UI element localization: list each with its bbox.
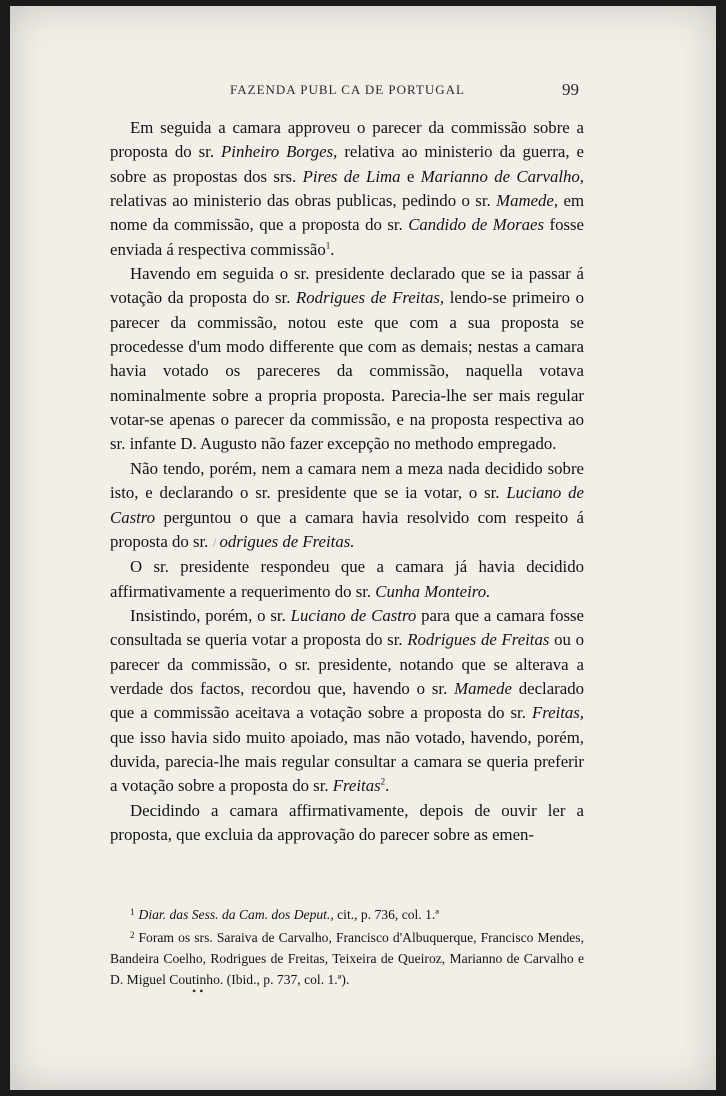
- footnotes: [110, 902, 584, 990]
- footnote-number: 2: [130, 930, 135, 940]
- text-run: Decidindo a camara affirmativamente, depois de ouvir ler a proposta, que excluia da approvação do parecer sobre as emen-: [110, 800, 584, 844]
- italic-name: Mamede: [454, 678, 512, 698]
- body-text: [110, 116, 584, 847]
- text-run: em nome da commissão, que a proposta do sr.: [110, 191, 585, 235]
- text-run: para que a camara fosse consultada se queria votar a proposta do sr.: [110, 605, 584, 650]
- italic-name: Pinheiro Borges,: [221, 142, 338, 162]
- paragraph-3: [110, 457, 584, 555]
- footnote-source: Diar. das Sess. da Cam. dos Deput.,: [138, 907, 334, 922]
- text-run: Havendo em seguida o sr. presidente declarado que se ia passar á votação da proposta do sr.: [110, 264, 584, 308]
- running-title: FAZENDA PUBL CA DE PORTUGAL: [230, 82, 465, 97]
- italic-name: Candido de Moraes: [408, 215, 545, 235]
- footnote-ref: 2: [380, 776, 386, 787]
- italic-name: odrigues de Freitas.: [219, 531, 355, 551]
- text-run: perguntou o que a camara havia resolvido com respeito á proposta do sr.: [110, 507, 584, 551]
- text-run: Em seguida a camara approveu o parecer da commissão sobre a proposta do sr.: [110, 118, 584, 162]
- italic-name: Marianno de Carvalho,: [420, 166, 584, 186]
- footnote-text: Foram os srs. Saraiva de Carvalho, Francisco d'Albuquerque, Francisco Mendes, Bandeira Coelho, Rodrigues de Freitas, Teixeira de Queiroz, Marianno de Carvalho e D. Miguel Coutinho. (Ibid., p. 737, col. 1.ª).: [110, 930, 584, 987]
- italic-name: Rodrigues de Freitas: [407, 630, 550, 650]
- footnote-ref: 1: [325, 240, 331, 251]
- paragraph-2: [110, 262, 584, 457]
- italic-name: Pires de Lima: [302, 166, 401, 186]
- text-run: fosse enviada á respectiva commissão: [110, 215, 585, 259]
- italic-name: Freitas: [332, 776, 381, 796]
- page-number: 99: [562, 80, 579, 99]
- text-run: que isso havia sido muito apoiado, mas não votado, havendo, porém, duvida, parecia-lhe mais regular consultar a camara se queria preferir a votação sobre a proposta do sr.: [110, 727, 584, 796]
- footnote-1: [110, 902, 584, 925]
- footnote-number: 1: [130, 907, 135, 917]
- italic-name: Freitas,: [531, 703, 584, 723]
- paragraph-5: [110, 604, 584, 799]
- text-run: Insistindo, porém, o sr.: [130, 605, 291, 625]
- italic-name: Luciano de Castro: [290, 605, 417, 625]
- italic-name: Cunha Monteiro.: [375, 581, 491, 601]
- page-header: [10, 82, 716, 102]
- text-run: relativa ao ministerio da guerra, e sobre as propostas dos srs.: [110, 142, 584, 186]
- damaged-glyph: /: [212, 534, 220, 550]
- paragraph-4: [110, 555, 584, 604]
- text-run: ou o parecer da commissão, o sr. presidente, notando que se alterava a verdade dos factos, recordou que, havendo o sr.: [110, 630, 584, 698]
- paragraph-1: [110, 116, 584, 262]
- italic-name: Luciano de Castro: [110, 483, 584, 527]
- text-run: .: [385, 776, 390, 796]
- paragraph-6: [110, 799, 584, 848]
- printer-mark: • •: [192, 984, 204, 998]
- text-run: relativas ao ministerio das obras publicas, pedindo o sr.: [110, 191, 497, 211]
- text-run: O sr. presidente respondeu que a camara já havia decidido affirmativamente a requerimento do sr.: [110, 557, 584, 601]
- italic-name: Mamede,: [496, 191, 559, 211]
- italic-name: Rodrigues de Freitas,: [296, 288, 445, 308]
- text-run: .: [330, 239, 335, 259]
- footnote-2: [110, 925, 584, 990]
- text-run: Não tendo, porém, nem a camara nem a meza nada decidido sobre isto, e declarando o sr. presidente que se ia votar, o sr.: [110, 458, 584, 503]
- footnote-text: cit., p. 736, col. 1.ª: [333, 907, 440, 922]
- document-page: [10, 6, 716, 1090]
- text-run: declarado que a commissão aceitava a votação sobre a proposta do sr.: [110, 678, 584, 723]
- text-run: lendo-se primeiro o parecer da commissão, notou este que com a sua proposta se procedesse d'um modo differente que com as demais; nestas a camara havia votado os pareceres da commissão, naquella votava nominalmente sobre a propria proposta. Parecia-lhe ser mais regular votar-se apenas o parecer da commissão, e na proposta respectiva ao sr. infante D. Augusto não fazer excepção no methodo empregado.: [110, 288, 584, 454]
- text-run: e: [400, 166, 421, 186]
